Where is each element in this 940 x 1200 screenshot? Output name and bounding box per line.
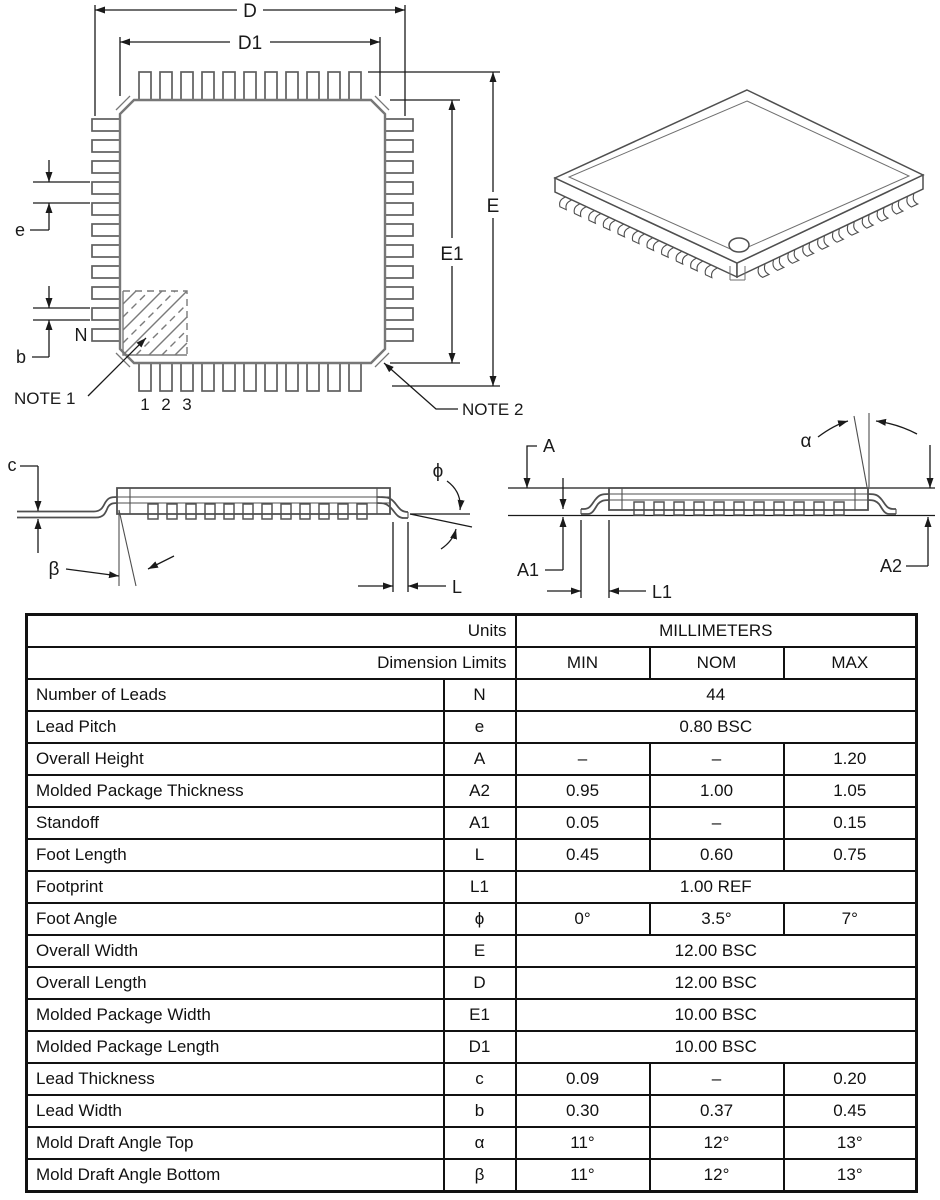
row-nom-cell: 12° [650,1127,784,1159]
pin [92,245,121,257]
row-name-cell: Molded Package Width [27,999,444,1031]
row-symbol-cell: b [444,1095,516,1127]
pin [384,308,413,320]
pin-number-2: 2 [161,395,171,414]
pin [223,72,235,101]
pin [674,502,684,515]
pin [774,502,784,515]
row-name-cell: Lead Width [27,1095,444,1127]
row-nom-cell: 3.5° [650,903,784,935]
side-view-left [8,455,473,597]
pin [307,72,319,101]
dim-label-l: L [452,577,463,597]
row-name-cell: Standoff [27,807,444,839]
pin [349,72,361,101]
row-min-cell: 11° [516,1127,650,1159]
table-row [27,903,917,935]
pin [186,504,196,519]
units-value-cell: MILLIMETERS [516,615,917,648]
dim-label-pitch: e [14,220,26,240]
row-name-cell: Overall Height [27,743,444,775]
pin [814,502,824,515]
pin [286,362,298,391]
pin [92,287,121,299]
dimension-table [25,613,918,1193]
row-nom-cell: 12° [650,1159,784,1192]
table-row [27,967,917,999]
row-max-cell: 13° [784,1127,917,1159]
package-body-outline [120,100,385,363]
dim-label-c: c [7,455,17,475]
table-row [27,711,917,743]
row-max-cell: 7° [784,903,917,935]
pin [202,362,214,391]
row-min-cell: – [516,743,650,775]
pin [224,504,234,519]
row-name-cell: Mold Draft Angle Top [27,1127,444,1159]
table-row [27,679,917,711]
pin [92,182,121,194]
table-row [27,775,917,807]
table-header-units-row [27,615,917,648]
row-name-cell: Overall Length [27,967,444,999]
row-name-cell: Footprint [27,871,444,903]
pin [265,362,277,391]
dim-label-e-overall: E [486,196,500,217]
pin-number-1: 1 [140,395,150,414]
dim-label-d1: D1 [237,33,263,54]
pin [634,502,644,515]
pin [300,504,310,519]
dim-label-phi: ϕ [432,461,444,482]
dimension-limits-label-cell: Dimension Limits [27,647,516,679]
row-symbol-cell: A [444,743,516,775]
row-symbol-cell: β [444,1159,516,1192]
pin [654,502,664,515]
pin [754,502,764,515]
row-nom-cell: – [650,807,784,839]
dim-label-l1: L1 [652,582,673,602]
dim-label-a2: A2 [879,556,903,576]
side-view-right [508,413,935,602]
row-max-cell: 13° [784,1159,917,1192]
row-min-cell: 0.95 [516,775,650,807]
row-symbol-cell: D [444,967,516,999]
pin [349,362,361,391]
row-min-cell: 0° [516,903,650,935]
row-nom-cell: 0.60 [650,839,784,871]
row-min-cell: 0.45 [516,839,650,871]
pin [244,362,256,391]
row-symbol-cell: α [444,1127,516,1159]
row-max-cell: 0.20 [784,1063,917,1095]
note1-label: NOTE 1 [14,389,76,408]
row-symbol-cell: E [444,935,516,967]
row-value-cell: 10.00 BSC [516,1031,917,1063]
pin [181,72,193,101]
table-row [27,1031,917,1063]
row-min-cell: 0.05 [516,807,650,839]
row-symbol-cell: A1 [444,807,516,839]
pin [92,329,121,341]
dim-label-lead-width: b [15,347,27,367]
pin [338,504,348,519]
pin [384,287,413,299]
pin [181,362,193,391]
row-min-cell: 11° [516,1159,650,1192]
table-row [27,743,917,775]
pin [92,266,121,278]
row-name-cell: Mold Draft Angle Bottom [27,1159,444,1192]
pin [384,140,413,152]
row-symbol-cell: E1 [444,999,516,1031]
row-max-cell: 0.45 [784,1095,917,1127]
units-label-cell: Units [27,615,516,648]
row-symbol-cell: L1 [444,871,516,903]
row-value-cell: 12.00 BSC [516,967,917,999]
row-name-cell: Number of Leads [27,679,444,711]
pin [92,203,121,215]
pin [202,72,214,101]
row-max-cell: 0.15 [784,807,917,839]
row-nom-cell: 0.37 [650,1095,784,1127]
row-symbol-cell: A2 [444,775,516,807]
table-row [27,1159,917,1192]
table-row [27,1127,917,1159]
pin [281,504,291,519]
row-name-cell: Foot Length [27,839,444,871]
row-name-cell: Molded Package Thickness [27,775,444,807]
row-max-cell: 0.75 [784,839,917,871]
row-min-cell: 0.30 [516,1095,650,1127]
pin [148,504,158,519]
pin [286,72,298,101]
pin-n-label: N [74,325,88,345]
pin [223,362,235,391]
row-value-cell: 0.80 BSC [516,711,917,743]
pin [357,504,367,519]
pin [265,72,277,101]
row-nom-cell: – [650,743,784,775]
pin [243,504,253,519]
pin [307,362,319,391]
row-symbol-cell: ϕ [444,903,516,935]
row-symbol-cell: L [444,839,516,871]
pin [384,266,413,278]
isometric-view [555,90,923,280]
pin [92,140,121,152]
dimension-table-body [27,615,917,1192]
row-symbol-cell: D1 [444,1031,516,1063]
pin [794,502,804,515]
pin [384,119,413,131]
dim-label-d: D [243,1,257,22]
pin [384,224,413,236]
row-value-cell: 12.00 BSC [516,935,917,967]
pin [139,72,151,101]
row-name-cell: Molded Package Length [27,1031,444,1063]
table-row [27,1095,917,1127]
column-header-min: MIN [516,647,650,679]
pin [92,161,121,173]
dim-label-a1: A1 [516,560,540,580]
row-name-cell: Lead Pitch [27,711,444,743]
row-nom-cell: 1.00 [650,775,784,807]
pin [734,502,744,515]
row-name-cell: Foot Angle [27,903,444,935]
row-nom-cell: – [650,1063,784,1095]
pin [244,72,256,101]
row-name-cell: Overall Width [27,935,444,967]
pin [139,362,151,391]
row-max-cell: 1.20 [784,743,917,775]
row-name-cell: Lead Thickness [27,1063,444,1095]
row-symbol-cell: e [444,711,516,743]
table-row [27,935,917,967]
pin [160,72,172,101]
pin [92,119,121,131]
table-row [27,999,917,1031]
pin [384,245,413,257]
iso-top-face [555,90,923,263]
row-symbol-cell: c [444,1063,516,1095]
table-row [27,871,917,903]
dim-label-beta: β [48,559,60,580]
top-view [14,1,523,419]
pin [92,308,121,320]
pin [262,504,272,519]
pin [694,502,704,515]
pin [92,224,121,236]
pin [167,504,177,519]
pin [384,161,413,173]
table-row [27,839,917,871]
table-row [27,807,917,839]
pin [328,362,340,391]
table-row [27,1063,917,1095]
column-header-max: MAX [784,647,917,679]
row-max-cell: 1.05 [784,775,917,807]
row-min-cell: 0.09 [516,1063,650,1095]
column-header-nom: NOM [650,647,784,679]
pin-number-3: 3 [182,395,192,414]
dim-label-alpha: α [800,431,812,452]
row-value-cell: 1.00 REF [516,871,917,903]
dim-label-a: A [542,436,556,456]
table-header-limits-row [27,647,917,679]
row-value-cell: 44 [516,679,917,711]
dim-label-e1: E1 [440,244,464,265]
pin [834,502,844,515]
pin [160,362,172,391]
pin [205,504,215,519]
pin1-dimple [729,238,749,252]
pin [384,182,413,194]
pin [328,72,340,101]
note2-label: NOTE 2 [462,400,524,419]
row-value-cell: 10.00 BSC [516,999,917,1031]
pin [384,203,413,215]
row-symbol-cell: N [444,679,516,711]
pin [319,504,329,519]
pin [384,329,413,341]
pin [714,502,724,515]
